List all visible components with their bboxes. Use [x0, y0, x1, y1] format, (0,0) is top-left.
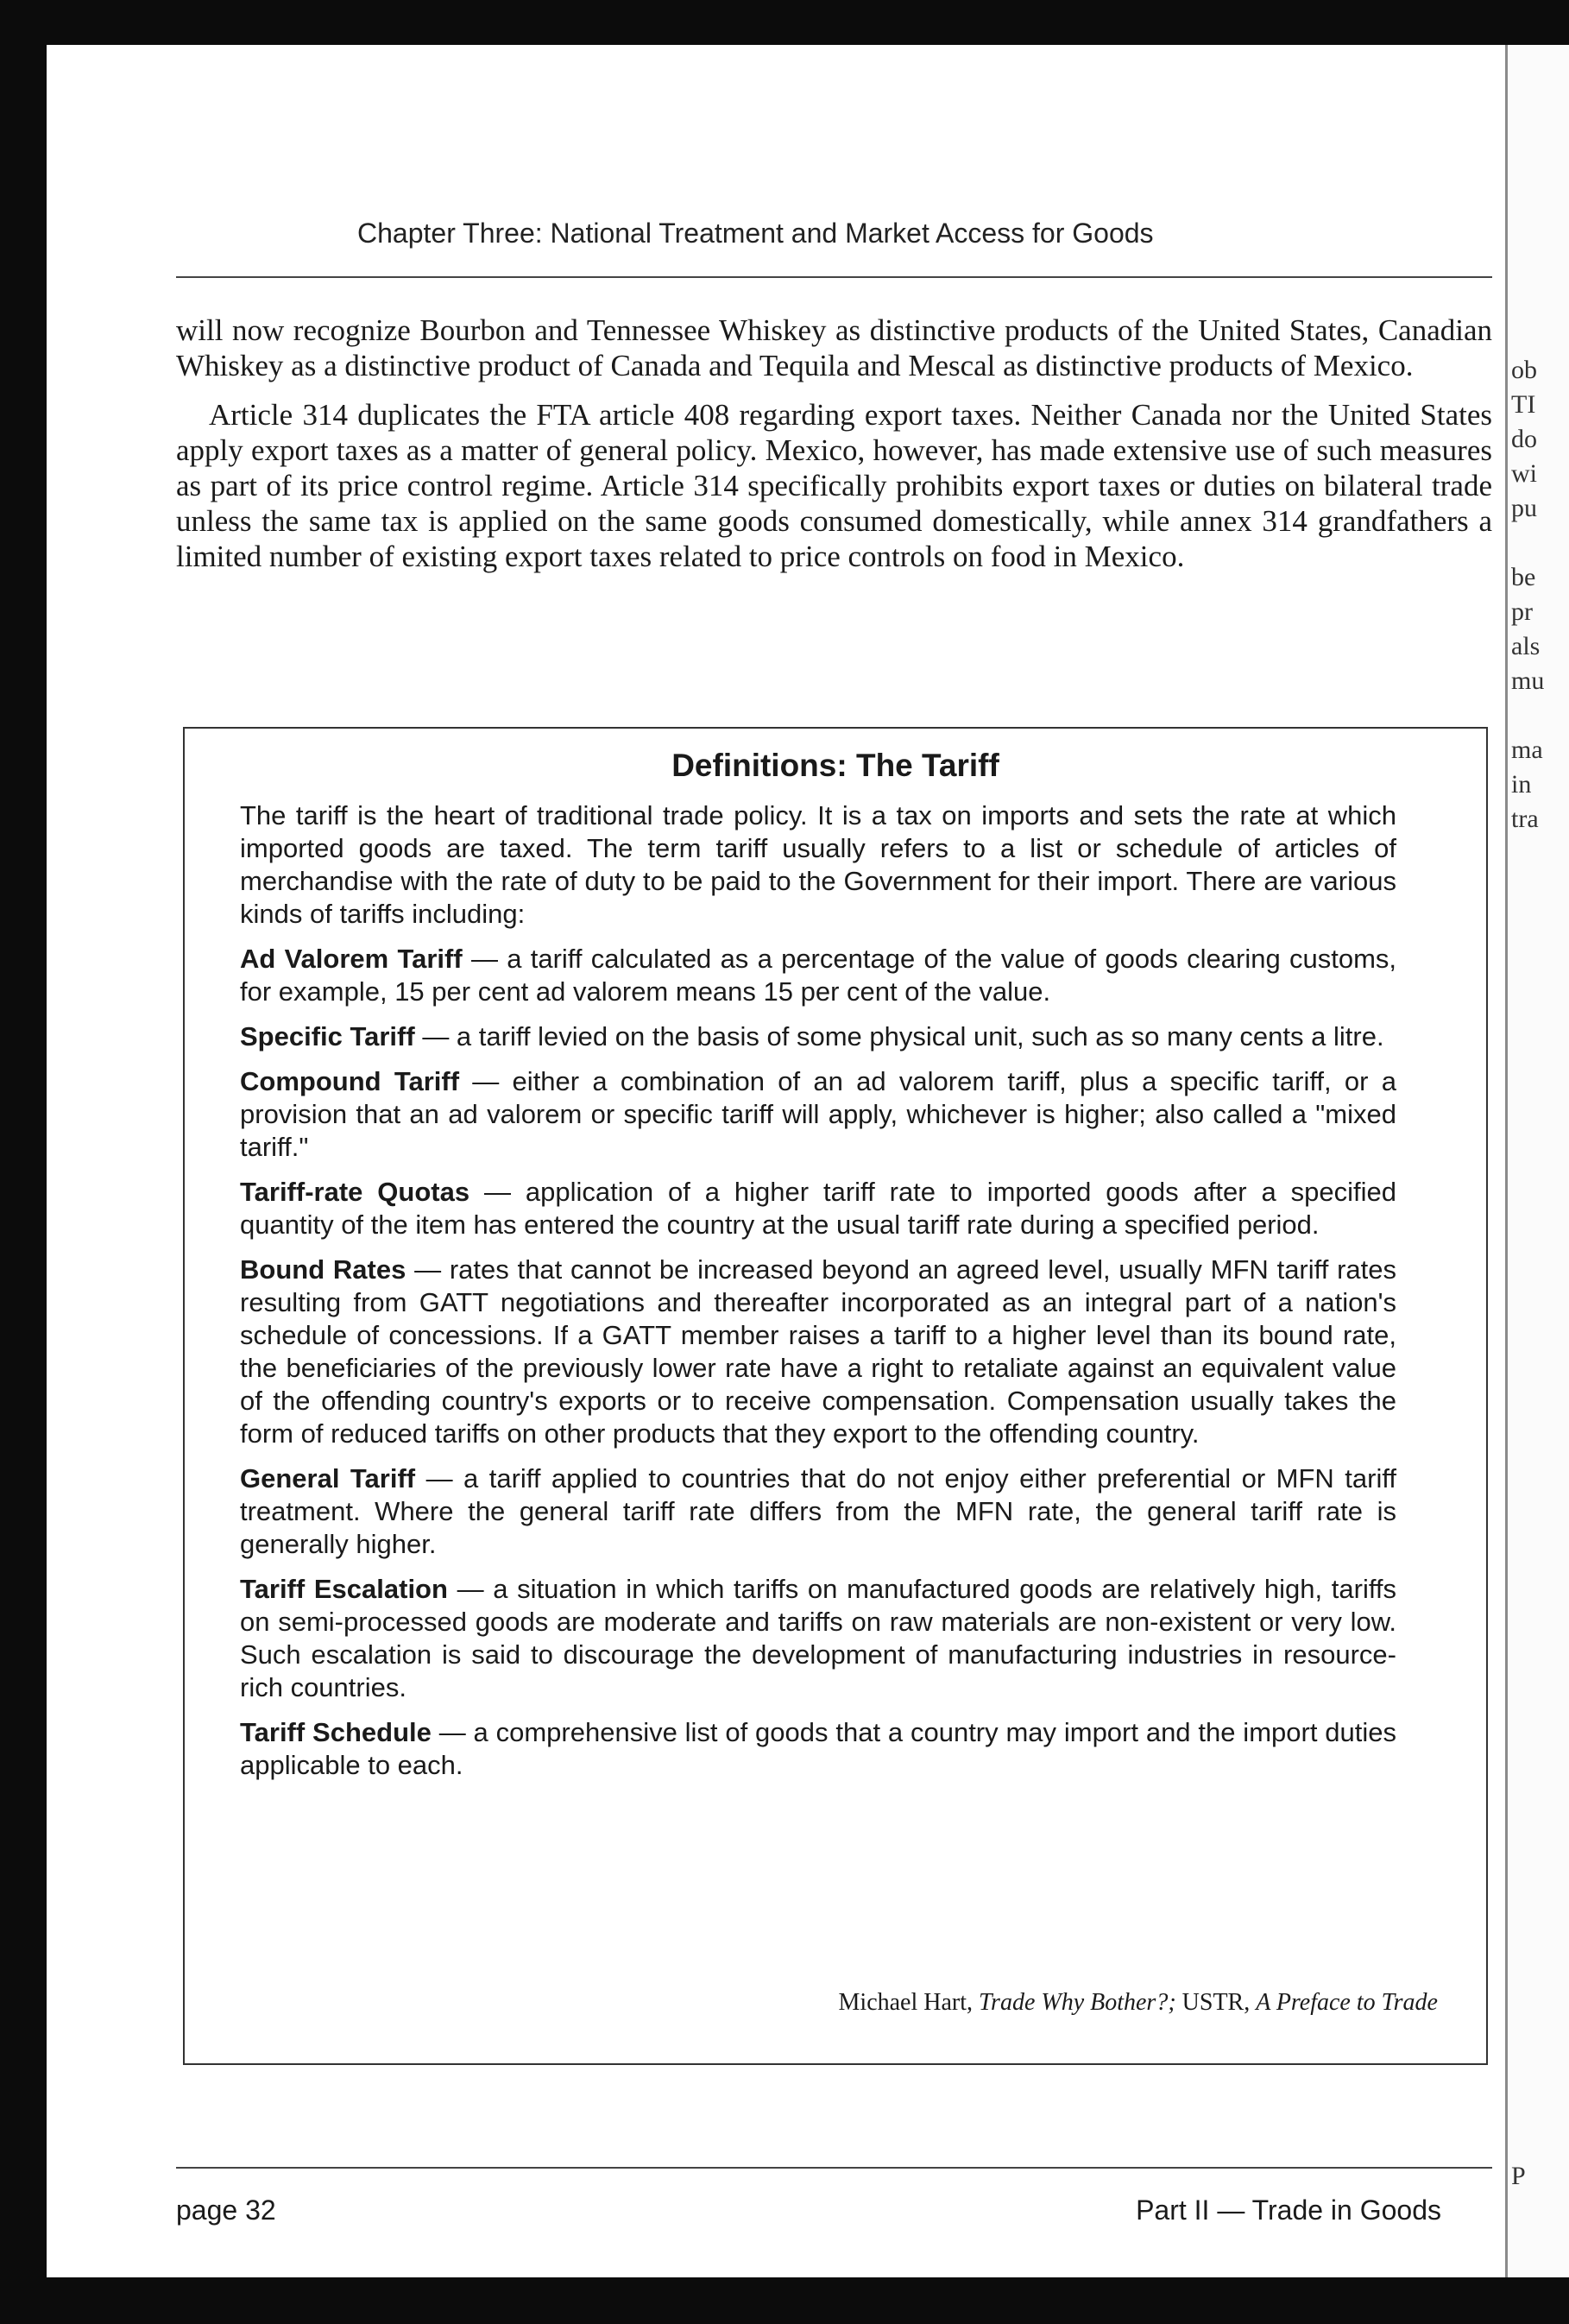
source-work: A Preface to Trade	[1256, 1989, 1438, 2016]
definition-text: — application of a higher tariff rate to imported goods after a specified quantity of the item has entered the country at the usual tariff rate during a specified period.	[240, 1177, 1396, 1240]
definition-item	[240, 943, 1396, 1008]
footer-rule	[176, 2167, 1492, 2169]
edge-fragment: be	[1511, 563, 1536, 591]
edge-fragment: pu	[1511, 494, 1537, 522]
edge-fragment: TI	[1511, 390, 1536, 419]
definition-text: — a tariff applied to countries that do not enjoy either preferential or MFN tariff treatment. Where the general tariff rate differs from the MFN rate, the general tariff rate is generally higher.	[240, 1463, 1396, 1559]
definition-item	[240, 1176, 1396, 1241]
definition-text: — rates that cannot be increased beyond an agreed level, usually MFN tariff rates resulting from GATT negotiations and thereafter incorporated as an integral part of a nation's schedule of concessions. If a GATT member raises a tariff to a higher level than its bound rate, the beneficiaries of the previously lower rate have a right to retaliate against an equivalent value of the offending country's exports or to receive compensation. Compensation usually takes the form of reduced tariffs on other products that they export to the offending country.	[240, 1254, 1396, 1449]
edge-fragment: ma	[1511, 736, 1543, 764]
definition-text: — a tariff levied on the basis of some physical unit, such as so many cents a litre.	[414, 1021, 1384, 1051]
page-number: page 32	[176, 2195, 276, 2226]
definition-term: Tariff-rate Quotas	[240, 1177, 470, 1207]
body-paragraph: will now recognize Bourbon and Tennessee Whiskey as distinctive products of the United States, Canadian Whiskey as a distinctive product of Canada and Tequila and Mescal as distinctive products of Mexico.	[176, 313, 1492, 382]
definition-term: Compound Tariff	[240, 1066, 460, 1096]
edge-fragment: pr	[1511, 597, 1533, 626]
definition-term: General Tariff	[240, 1463, 416, 1494]
scan-border-left	[0, 0, 47, 2324]
source-author: Michael Hart,	[838, 1989, 980, 2016]
edge-fragment: als	[1511, 632, 1541, 660]
scan-border-bottom	[0, 2277, 1569, 2324]
definition-term: Ad Valorem Tariff	[240, 944, 463, 974]
definition-item	[240, 1716, 1396, 1782]
definition-term: Bound Rates	[240, 1254, 406, 1285]
adjacent-page-edge	[1505, 45, 1569, 2277]
header-rule	[176, 276, 1492, 278]
edge-fragment: do	[1511, 425, 1537, 453]
definition-item	[240, 1573, 1396, 1704]
edge-fragment: mu	[1511, 666, 1545, 695]
definition-text: — a tariff calculated as a percentage of the value of goods clearing customs, for example, 15 per cent ad valorem means 15 per cent of the value.	[240, 944, 1396, 1007]
source-work: Trade Why Bother?;	[979, 1989, 1176, 2016]
document-page	[47, 45, 1505, 2277]
box-body	[240, 799, 1396, 1794]
edge-fragment: wi	[1511, 459, 1537, 488]
definitions-box	[183, 727, 1488, 2065]
box-intro: The tariff is the heart of traditional trade policy. It is a tax on imports and sets the rate at which imported goods are taxed. The term tariff usually refers to a list or schedule of articles of merchandise with the rate of duty to be paid to the Government for their import. There are various kinds of tariffs including:	[240, 800, 1396, 929]
definition-term: Tariff Schedule	[240, 1717, 432, 1747]
definition-text: — either a combination of an ad valorem tariff, plus a specific tariff, or a provision that an ad valorem or specific tariff will apply, whichever is higher; also called a "mixed tariff."	[240, 1066, 1396, 1162]
body-text	[176, 313, 1492, 588]
definition-text: — a situation in which tariffs on manufactured goods are relatively high, tariffs on semi-processed goods are moderate and tariffs on raw materials are non-existent or very low. Such escalation is said to discourage the development of manufacturing industries in resource-rich countries.	[240, 1574, 1396, 1702]
scan-border-top	[0, 0, 1569, 45]
source-separator: USTR,	[1175, 1989, 1257, 2016]
box-source-citation	[839, 1989, 1438, 2017]
definition-item	[240, 1020, 1396, 1053]
definition-item	[240, 1462, 1396, 1561]
running-head: Chapter Three: National Treatment and Market Access for Goods	[357, 218, 1154, 249]
edge-fragment: P	[1511, 2162, 1526, 2190]
edge-fragment: ob	[1511, 356, 1537, 384]
definition-item	[240, 1254, 1396, 1450]
edge-fragment: in	[1511, 770, 1532, 799]
section-label: Part II — Trade in Goods	[1136, 2195, 1441, 2226]
definition-term: Tariff Escalation	[240, 1574, 448, 1604]
body-paragraph: Article 314 duplicates the FTA article 408 regarding export taxes. Neither Canada nor the United States apply export taxes as a matter of general policy. Mexico, however, has made extensive use of such measures as part of its price control regime. Article 314 specifically prohibits export taxes or duties on bilateral trade unless the same tax is applied on the same goods consumed domestically, while annex 314 grandfathers a limited number of existing export taxes related to price controls on food in Mexico.	[176, 398, 1492, 573]
edge-fragment: tra	[1511, 805, 1539, 833]
definition-item	[240, 1065, 1396, 1164]
definition-text: — a comprehensive list of goods that a country may import and the import duties applicable to each.	[240, 1717, 1396, 1780]
box-title: Definitions: The Tariff	[671, 748, 999, 783]
definition-term: Specific Tariff	[240, 1021, 415, 1051]
